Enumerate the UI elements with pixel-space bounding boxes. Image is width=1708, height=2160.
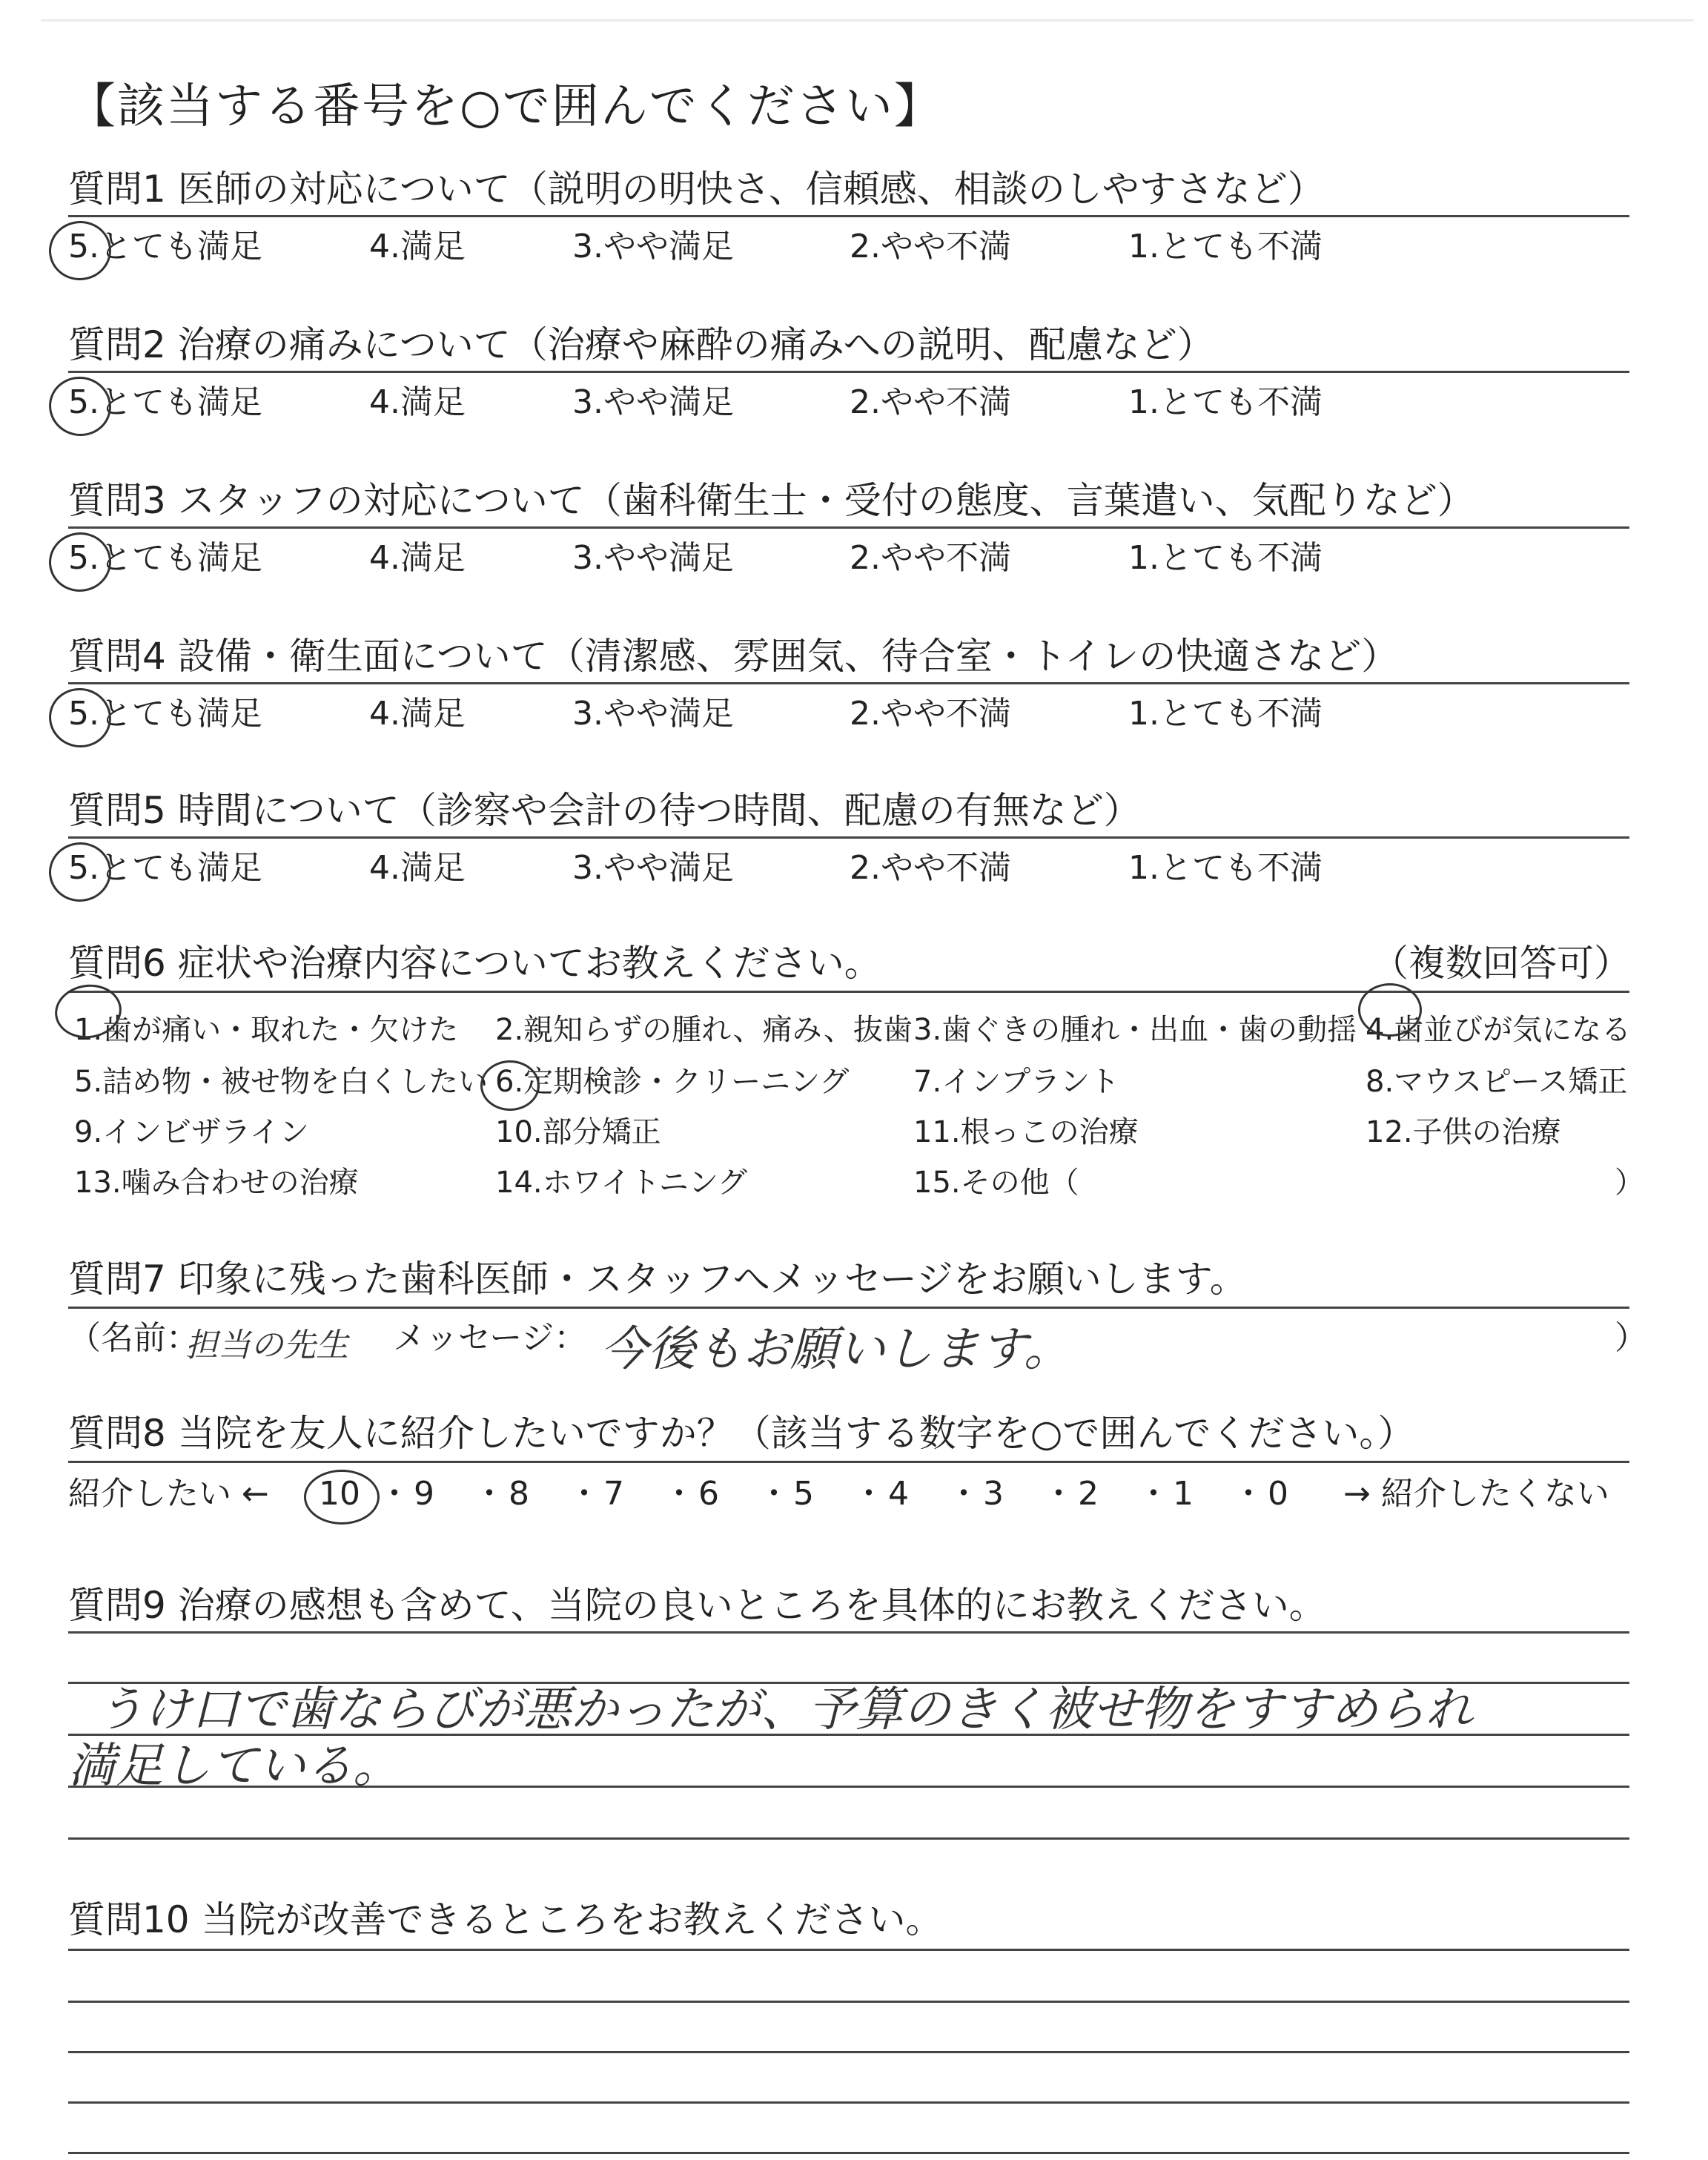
q8-separator: ・	[853, 1475, 885, 1513]
q2-rule	[68, 371, 1629, 373]
q9-answer-line-2: 満足している。	[68, 1739, 400, 1794]
q8-right-label: → 紹介したくない	[1343, 1475, 1609, 1513]
q4-option-2[interactable]: 2.やや不満	[850, 695, 1011, 733]
q6-option-1[interactable]: 1.歯が痛い・取れた・欠けた	[74, 1013, 459, 1047]
q6-label: 質問6 症状や治療内容についてお教えください。	[68, 942, 881, 985]
q5-option-2[interactable]: 2.やや不満	[850, 849, 1011, 887]
q8-scale-6[interactable]: 6	[698, 1475, 719, 1513]
q5-option-3[interactable]: 3.やや満足	[572, 849, 734, 887]
q1-rule	[68, 215, 1629, 217]
q8-separator: ・	[473, 1475, 506, 1513]
q3-option-3[interactable]: 3.やや満足	[572, 539, 734, 577]
top-edge	[41, 19, 1694, 22]
q8-scale-4[interactable]: 4	[888, 1475, 909, 1513]
q8-scale-7[interactable]: 7	[603, 1475, 624, 1513]
q9-label: 質問9 治療の感想も含めて、当院の良いところを具体的にお教えください。	[68, 1584, 1326, 1627]
q3-option-2[interactable]: 2.やや不満	[850, 539, 1011, 577]
q6-option-3[interactable]: 3.歯ぐきの腫れ・出血・歯の動揺	[913, 1013, 1357, 1047]
q6-option-5[interactable]: 5.詰め物・被せ物を白くしたい	[74, 1065, 489, 1099]
q8-separator: ・	[1232, 1475, 1265, 1513]
q4-label: 質問4 設備・衛生面について（清潔感、雰囲気、待合室・トイレの快適さなど）	[68, 635, 1399, 678]
q9-answer-line-1: うけ口で歯ならびが悪かったが、予算のきく被せ物をすすめられ	[96, 1682, 1473, 1737]
q8-separator: ・	[568, 1475, 600, 1513]
q10-rule-1	[68, 2001, 1629, 2003]
q7-rule	[68, 1307, 1629, 1309]
q6-answer-circle-4	[1358, 983, 1422, 1037]
q1-option-4[interactable]: 4.満足	[369, 228, 466, 265]
q4-option-4[interactable]: 4.満足	[369, 695, 466, 733]
q2-label: 質問2 治療の痛みについて（治療や麻酔の痛みへの説明、配慮など）	[68, 323, 1214, 366]
q2-answer-circle	[44, 371, 116, 440]
q8-scale-2[interactable]: 2	[1078, 1475, 1099, 1513]
q3-rule	[68, 526, 1629, 529]
q7-label: 質問7 印象に残った歯科医師・スタッフへメッセージをお願いします。	[68, 1258, 1247, 1301]
q8-left-label: 紹介したい ←	[68, 1475, 269, 1513]
q6-option-8[interactable]: 8.マウスピース矯正	[1366, 1065, 1628, 1099]
q10-label: 質問10 当院が改善できるところをお教えください。	[68, 1898, 943, 1941]
q8-scale-1[interactable]: 1	[1173, 1475, 1194, 1513]
q9-rule-0	[68, 1631, 1629, 1634]
q3-option-1[interactable]: 1.とても不満	[1128, 539, 1323, 577]
q1-option-3[interactable]: 3.やや満足	[572, 228, 734, 265]
q10-rule-0	[68, 1949, 1629, 1951]
q8-separator: ・	[947, 1475, 980, 1513]
q3-option-5[interactable]: 5.とても満足	[68, 539, 262, 577]
q1-option-1[interactable]: 1.とても不満	[1128, 228, 1323, 265]
q5-option-1[interactable]: 1.とても不満	[1128, 849, 1323, 887]
q3-label: 質問3 スタッフの対応について（歯科衛生士・受付の態度、言葉遣い、気配りなど）	[68, 479, 1474, 522]
q8-scale-10[interactable]: 10	[319, 1475, 360, 1513]
q1-option-5[interactable]: 5.とても満足	[68, 228, 262, 265]
q8-scale-3[interactable]: 3	[983, 1475, 1004, 1513]
q2-option-2[interactable]: 2.やや不満	[850, 383, 1011, 421]
q8-separator: ・	[1137, 1475, 1170, 1513]
q6-option-7[interactable]: 7.インプラント	[913, 1065, 1120, 1099]
q6-option-2[interactable]: 2.親知らずの腫れ、痛み、抜歯	[495, 1013, 913, 1047]
q6-close-paren: ）	[1615, 1166, 1644, 1200]
q5-option-5[interactable]: 5.とても満足	[68, 849, 262, 887]
q8-scale-0[interactable]: 0	[1268, 1475, 1288, 1513]
q3-option-4[interactable]: 4.満足	[369, 539, 466, 577]
q1-option-2[interactable]: 2.やや不満	[850, 228, 1011, 265]
q4-rule	[68, 682, 1629, 684]
q2-option-4[interactable]: 4.満足	[369, 383, 466, 421]
q10-rule-4	[68, 2152, 1629, 2154]
q2-option-3[interactable]: 3.やや満足	[572, 383, 734, 421]
q6-option-13[interactable]: 13.噛み合わせの治療	[74, 1166, 359, 1200]
q8-scale-5[interactable]: 5	[793, 1475, 814, 1513]
q8-answer-circle	[304, 1470, 380, 1525]
q7-message-label: メッセージ：	[393, 1319, 587, 1357]
q8-separator: ・	[758, 1475, 790, 1513]
q10-rule-2	[68, 2051, 1629, 2053]
q2-option-5[interactable]: 5.とても満足	[68, 383, 262, 421]
q8-label: 質問8 当院を友人に紹介したいですか？（該当する数字を○で囲んでください。）	[68, 1412, 1415, 1455]
q1-label: 質問1 医師の対応について（説明の明快さ、信頼感、相談のしやすさなど）	[68, 168, 1325, 211]
q4-answer-circle	[44, 683, 116, 752]
q9-rule-4	[68, 1837, 1629, 1840]
q7-name-value: 担当の先生	[185, 1327, 348, 1364]
q8-scale-9[interactable]: 9	[414, 1475, 434, 1513]
q2-option-1[interactable]: 1.とても不満	[1128, 383, 1323, 421]
q10-rule-3	[68, 2101, 1629, 2104]
q6-option-11[interactable]: 11.根っこの治療	[913, 1115, 1139, 1149]
q6-option-9[interactable]: 9.インビザライン	[74, 1115, 309, 1149]
q4-option-5[interactable]: 5.とても満足	[68, 695, 262, 733]
q6-option-6[interactable]: 6.定期検診・クリーニング	[495, 1065, 850, 1099]
page-title: 【該当する番号を○で囲んでください】	[68, 79, 943, 134]
q4-option-1[interactable]: 1.とても不満	[1128, 695, 1323, 733]
q6-answer-circle-6	[480, 1060, 540, 1111]
q5-rule	[68, 836, 1629, 839]
q6-option-4[interactable]: 4.歯並びが気になる	[1366, 1013, 1632, 1047]
q6-option-12[interactable]: 12.子供の治療	[1366, 1115, 1561, 1149]
q7-close-paren: ）	[1615, 1319, 1647, 1357]
q6-note: （複数回答可）	[1371, 942, 1631, 985]
q5-option-4[interactable]: 4.満足	[369, 849, 466, 887]
q7-message-value: 今後もお願いします。	[600, 1322, 1071, 1377]
q8-separator: ・	[663, 1475, 695, 1513]
q6-option-15[interactable]: 15.その他（	[913, 1166, 1079, 1200]
q8-rule	[68, 1461, 1629, 1463]
q4-option-3[interactable]: 3.やや満足	[572, 695, 734, 733]
q8-separator: ・	[378, 1475, 411, 1513]
q6-option-14[interactable]: 14.ホワイトニング	[495, 1166, 748, 1200]
q6-option-10[interactable]: 10.部分矯正	[495, 1115, 661, 1149]
q7-name-label: （名前：	[68, 1319, 199, 1357]
q5-label: 質問5 時間について（診察や会計の待つ時間、配慮の有無など）	[68, 789, 1141, 832]
q8-scale-8[interactable]: 8	[509, 1475, 529, 1513]
q8-separator: ・	[1042, 1475, 1075, 1513]
